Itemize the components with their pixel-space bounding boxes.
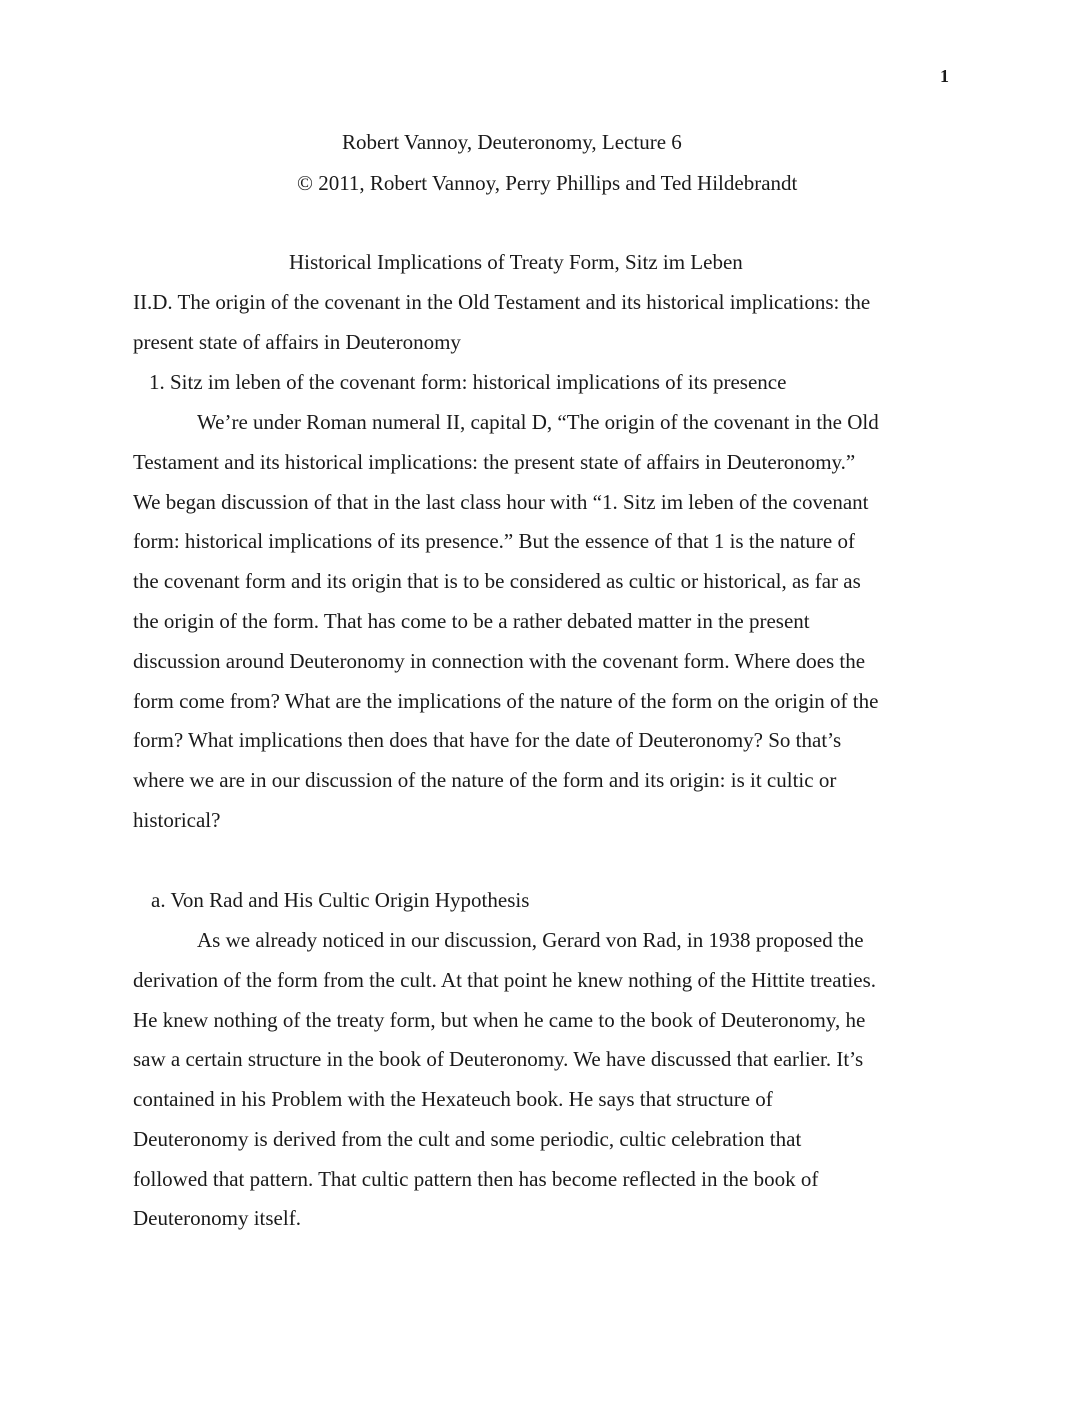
page-number: 1 <box>940 66 949 86</box>
paragraph-2-line: As we already noticed in our discussion, Gerard von Rad, in 1938 proposed the <box>197 928 864 952</box>
outline-heading-line-2: present state of affairs in Deuteronomy <box>133 330 461 354</box>
paragraph-1-line: form come from? What are the implications of the nature of the form on the origin of the <box>133 689 879 713</box>
paragraph-1-line: the covenant form and its origin that is to be considered as cultic or historical, as far as <box>133 569 861 593</box>
paragraph-2-line: derivation of the form from the cult. At that point he knew nothing of the Hittite treaties. <box>133 968 876 992</box>
paragraph-1-line: We’re under Roman numeral II, capital D, “The origin of the covenant in the Old <box>197 410 879 434</box>
paragraph-2-line: saw a certain structure in the book of Deuteronomy. We have discussed that earlier. It’s <box>133 1047 864 1071</box>
paragraph-1-line: historical? <box>133 808 221 832</box>
paragraph-1-line: the origin of the form. That has come to be a rather debated matter in the present <box>133 609 810 633</box>
paragraph-2-line: He knew nothing of the treaty form, but when he came to the book of Deuteronomy, he <box>133 1008 866 1032</box>
paragraph-2-line: followed that pattern. That cultic pattern then has become reflected in the book of <box>133 1167 819 1191</box>
outline-heading-line-1: II.D. The origin of the covenant in the Old Testament and its historical implications: the <box>133 290 871 314</box>
subheading-1: 1. Sitz im leben of the covenant form: historical implications of its presence <box>149 370 787 394</box>
paragraph-1-line: form? What implications then does that have for the date of Deuteronomy? So that’s <box>133 728 842 752</box>
paragraph-2-line: Deuteronomy itself. <box>133 1206 301 1230</box>
paragraph-1-line: Testament and its historical implications: the present state of affairs in Deuteronomy.” <box>133 450 856 474</box>
paragraph-2-line: contained in his Problem with the Hexateuch book. He says that structure of <box>133 1087 773 1111</box>
paragraph-2-line: Deuteronomy is derived from the cult and some periodic, cultic celebration that <box>133 1127 802 1151</box>
paragraph-1-line: form: historical implications of its presence.” But the essence of that 1 is the nature of <box>133 529 855 553</box>
header-copyright: © 2011, Robert Vannoy, Perry Phillips and Ted Hildebrandt <box>297 171 798 195</box>
paragraph-1-line: where we are in our discussion of the nature of the form and its origin: is it cultic or <box>133 768 837 792</box>
paragraph-1-line: discussion around Deuteronomy in connection with the covenant form. Where does the <box>133 649 866 673</box>
paragraph-1-line: We began discussion of that in the last class hour with “1. Sitz im leben of the covenant <box>133 490 869 514</box>
subheading-a: a. Von Rad and His Cultic Origin Hypothesis <box>151 888 530 912</box>
header-title: Robert Vannoy, Deuteronomy, Lecture 6 <box>342 130 682 154</box>
section-title: Historical Implications of Treaty Form, Sitz im Leben <box>289 250 743 274</box>
